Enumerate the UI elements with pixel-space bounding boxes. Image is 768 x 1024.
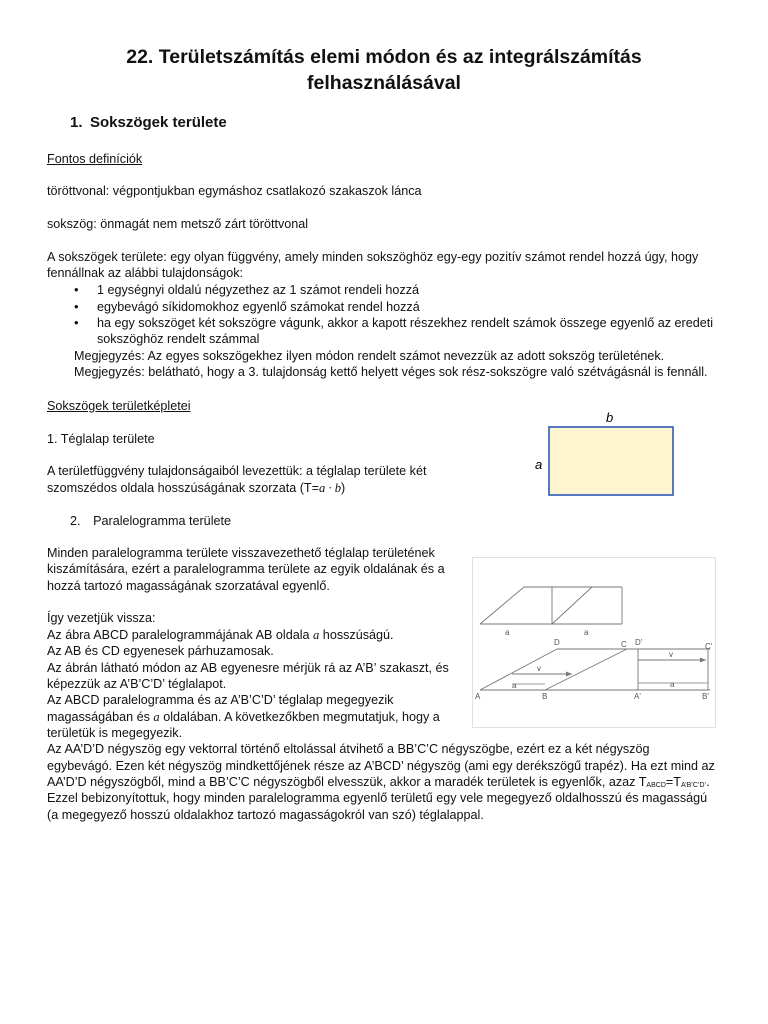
rectangle-text-close: ) [341,481,346,495]
label-A-prime: A' [634,692,641,701]
rectangle-figure [525,405,685,500]
rectangle-label-a: a [535,457,543,472]
section-heading-polygons: 1. Sokszögek területe [70,114,227,131]
definitions-heading: Fontos definíciók [47,152,143,166]
text-fragment: hosszúságú. [319,628,394,642]
derivation-line-same3: területük is megegyezik. [47,726,183,740]
derivation-line-same2 [47,709,440,726]
note-2: Megjegyzés: belátható, hogy a 3. tulajdonság kettő helyett véges sok rész-sokszögre való szétvágásnál is fennáll. [74,365,708,379]
variable-a: a [153,710,160,724]
label-v1: v [537,664,541,673]
conclusion-line1: Ezzel bebizonyítottuk, hogy minden paralelogramma egyenlő területű egy vele megegyező oldalhosszú és magasságú [47,791,708,805]
subscript-abcd: ABCD [646,782,666,789]
text-fragment: . [706,775,710,789]
parallelogram-text-line2: kiszámítására, ezért a paralelogramma területe az egyik oldalának és a [47,562,445,576]
bullet-item: ha egy sokszöget két sokszögre vágunk, akkor a kapott részekhez rendelt számok összege egyenlő az eredeti [97,316,714,330]
label-a3: a [512,681,517,690]
rectangle-formula: a · b [318,481,341,495]
derivation-line-parallel: Az AB és CD egyenesek párhuzamosak. [47,644,274,658]
rectangle-label-b: b [606,410,614,425]
bullet-item: egybevágó síkidomokhoz egyenlő számokat rendel hozzá [97,300,420,314]
bullet-marker: • [74,299,79,314]
parallelogram-title: 2. Paralelogramma területe [70,514,231,528]
area-intro-line2: fennállnak az alábbi tulajdonságok: [47,266,244,280]
definition-polyline: töröttvonal: végpontjukban egymáshoz csatlakozó szakaszok lánca [47,184,422,198]
proof-line1: Az AA’D’D négyszög egy vektorral történő eltolással átvihető a BB’C’C négyszögbe, ezért ez a két négyszög [47,742,650,756]
label-C-prime: C' [705,642,713,651]
proof-line2: egybevágó. Ezen két négyszög mindkettőjének része az A’BCD’ négyszög (ami egy derékszögű trapéz). Ha ezt mind az [47,759,715,773]
parallelogram-text-line3: hozzá tartozó magasságának szorzatával egyenlő. [47,579,330,593]
bullet-item-continuation: sokszöghöz rendelt számmal [97,332,260,346]
text-fragment: =T [665,775,681,789]
label-v2: v [669,650,673,659]
label-a2: a [584,628,589,637]
derivation-intro: Így vezetjük vissza: [47,611,156,625]
parallelogram-figure [472,557,717,729]
area-intro-line1: A sokszögek területe: egy olyan függvény, amely minden sokszöghöz egy-egy pozitív számot rendel hozzá úgy, hogy [47,250,699,264]
text-fragment: oldalában. A következőkben megmutatjuk, hogy a [159,710,440,724]
vector-arrowhead [700,658,706,663]
bullet-item: 1 egységnyi oldalú négyzethez az 1 számot rendeli hozzá [97,283,420,297]
rectangle-shape [549,427,673,495]
rectangle-text-line1: A területfüggvény tulajdonságaiból levezettük: a téglalap területe két [47,464,427,478]
rectangle-title: 1. Téglalap területe [47,432,155,446]
side-BC [545,649,627,690]
page-title: 22. Területszámítás elemi módon és az integrálszámítás felhasználásával [126,46,642,94]
rectangle-text-line2 [47,480,345,497]
label-B: B [542,692,548,701]
formulas-heading: Sokszögek területképletei [47,399,191,413]
text-fragment: magasságában és [47,710,154,724]
rectangle-text-prefix: szomszédos oldala hosszúságának szorzata (T= [47,481,319,495]
parallelogram-text-line1: Minden paralelogramma területe visszavezethető téglalap területének [47,546,435,560]
note-1: Megjegyzés: Az egyes sokszögekhez ilyen módon rendelt számot nevezzük az adott sokszög területének. [74,349,665,363]
upper-left-slant [480,587,524,624]
label-a1: a [505,628,510,637]
subscript-abcd-prime: A’B’C’D’ [680,782,707,789]
figure-frame [473,558,716,728]
bullet-marker: • [74,315,79,330]
label-C: C [621,640,627,649]
label-D-prime: D' [635,638,643,647]
label-B-prime: B' [702,692,709,701]
vector-arrowhead [566,672,572,677]
label-A: A [475,692,481,701]
derivation-line-same1: Az ABCD paralelogramma és az A’B’C’D’ téglalap megegyezik [47,693,394,707]
label-a4: a [670,680,675,689]
derivation-line-ab [47,627,394,644]
derivation-line-measure1: Az ábrán látható módon az AB egyenesre mérjük rá az A’B’ szakaszt, és [47,661,449,675]
derivation-line-measure2: képezzük az A’B’C’D’ téglalapot. [47,677,227,691]
bullet-marker: • [74,282,79,297]
definition-polygon: sokszög: önmagát nem metsző zárt töröttvonal [47,217,309,231]
conclusion-line2: (a megegyező hosszú oldalakhoz tartozó magasságokról van szó) téglalappal. [47,808,484,822]
text-fragment: Az ábra ABCD paralelogrammájának AB oldala [47,628,314,642]
label-D: D [554,638,560,647]
text-fragment: AA’D’D négyszögből, mind a BB’C’C négyszögből elvesszük, akkor a maradék területek is egyenlők, azaz T [47,775,647,789]
variable-a: a [313,628,320,642]
upper-mid-slant [552,587,592,624]
